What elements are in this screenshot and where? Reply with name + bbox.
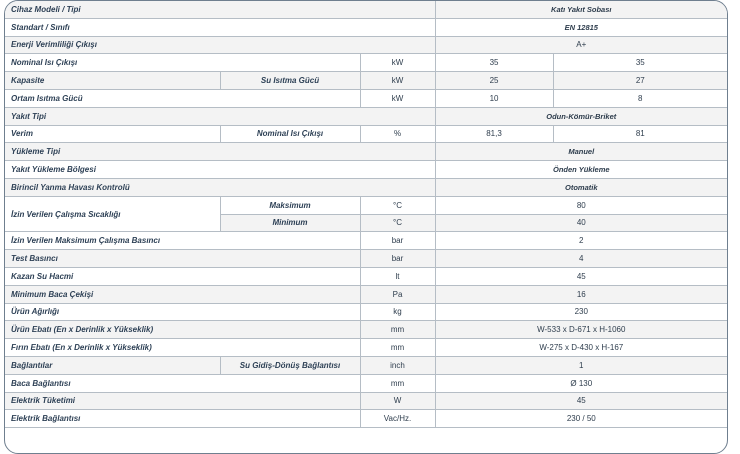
table-row	[5, 232, 727, 250]
row-label: Fırın Ebatı (En x Derinlik x Yükseklik)	[5, 339, 360, 357]
row-value: 230 / 50	[435, 410, 727, 428]
row-unit: mm	[360, 339, 435, 357]
row-label: Kazan Su Hacmi	[5, 267, 360, 285]
row-value: Katı Yakıt Sobası	[435, 1, 727, 18]
row-value-2: 8	[553, 89, 727, 107]
row-label: Yükleme Tipi	[5, 143, 435, 161]
row-value-1: 25	[435, 72, 553, 90]
row-label: Yakıt Tipi	[5, 107, 435, 125]
table-row	[5, 36, 727, 54]
table-row	[5, 303, 727, 321]
row-label: Bağlantılar	[5, 356, 220, 374]
row-sublabel: Su Gidiş-Dönüş Bağlantısı	[220, 356, 360, 374]
row-unit: W	[360, 392, 435, 410]
row-unit: inch	[360, 356, 435, 374]
row-value: 45	[435, 392, 727, 410]
row-value: 16	[435, 285, 727, 303]
table-row	[5, 410, 727, 428]
row-label: Test Basıncı	[5, 250, 360, 268]
row-value: Otomatik	[435, 178, 727, 196]
table-row	[5, 143, 727, 161]
row-label: Standart / Sınıfı	[5, 18, 435, 36]
table-row	[5, 267, 727, 285]
row-unit: kg	[360, 303, 435, 321]
row-value: 45	[435, 267, 727, 285]
row-label: İzin Verilen Maksimum Çalışma Basıncı	[5, 232, 360, 250]
row-value: Manuel	[435, 143, 727, 161]
row-sublabel: Minimum	[220, 214, 360, 232]
table-row	[5, 285, 727, 303]
row-label: Elektrik Tüketimi	[5, 392, 360, 410]
row-unit: bar	[360, 250, 435, 268]
row-value: Önden Yükleme	[435, 161, 727, 179]
row-unit: kW	[360, 72, 435, 90]
row-value: EN 12815	[435, 18, 727, 36]
row-value-2: 35	[553, 54, 727, 72]
table-row	[5, 374, 727, 392]
row-label: Yakıt Yükleme Bölgesi	[5, 161, 435, 179]
row-unit: kW	[360, 54, 435, 72]
table-row	[5, 107, 727, 125]
table-row	[5, 321, 727, 339]
row-sublabel: Nominal Isı Çıkışı	[220, 125, 360, 143]
table-row	[5, 1, 727, 18]
row-sublabel: Maksimum	[220, 196, 360, 214]
table-row	[5, 89, 727, 107]
row-unit: lt	[360, 267, 435, 285]
row-label: Enerji Verimliliği Çıkışı	[5, 36, 435, 54]
row-value: Ø 130	[435, 374, 727, 392]
row-label: Baca Bağlantısı	[5, 374, 360, 392]
row-label: Ürün Ağırlığı	[5, 303, 360, 321]
row-value: 40	[435, 214, 727, 232]
table-row	[5, 250, 727, 268]
row-value: W-275 x D-430 x H-167	[435, 339, 727, 357]
row-value: 230	[435, 303, 727, 321]
row-value: A+	[435, 36, 727, 54]
row-value: Odun-Kömür-Briket	[435, 107, 727, 125]
row-unit: mm	[360, 321, 435, 339]
table-row	[5, 392, 727, 410]
row-unit: mm	[360, 374, 435, 392]
row-label: Cihaz Modeli / Tipi	[5, 1, 435, 18]
table-row	[5, 196, 727, 214]
row-value: 4	[435, 250, 727, 268]
row-value-1: 35	[435, 54, 553, 72]
row-value-2: 81	[553, 125, 727, 143]
row-value: 1	[435, 356, 727, 374]
row-value-1: 10	[435, 89, 553, 107]
row-value-1: 81,3	[435, 125, 553, 143]
table-row	[5, 72, 727, 90]
row-unit: °C	[360, 196, 435, 214]
row-label: Ürün Ebatı (En x Derinlik x Yükseklik)	[5, 321, 360, 339]
row-label: Birincil Yanma Havası Kontrolü	[5, 178, 435, 196]
row-unit: Pa	[360, 285, 435, 303]
spec-table	[5, 1, 727, 428]
row-unit: bar	[360, 232, 435, 250]
row-label: Kapasite	[5, 72, 220, 90]
row-label: Verim	[5, 125, 220, 143]
table-row	[5, 18, 727, 36]
row-unit: kW	[360, 89, 435, 107]
row-unit: Vac/Hz.	[360, 410, 435, 428]
row-value: 80	[435, 196, 727, 214]
row-label: Nominal Isı Çıkışı	[5, 54, 360, 72]
row-label: Minimum Baca Çekişi	[5, 285, 360, 303]
row-value-2: 27	[553, 72, 727, 90]
row-sublabel: Su Isıtma Gücü	[220, 72, 360, 90]
table-row	[5, 161, 727, 179]
spec-table-frame	[4, 0, 728, 454]
table-row	[5, 339, 727, 357]
row-unit: %	[360, 125, 435, 143]
row-label: Ortam Isıtma Gücü	[5, 89, 360, 107]
table-row	[5, 125, 727, 143]
row-label: İzin Verilen Çalışma Sıcaklığı	[5, 196, 220, 232]
table-row	[5, 178, 727, 196]
table-row	[5, 356, 727, 374]
row-label: Elektrik Bağlantısı	[5, 410, 360, 428]
table-row	[5, 54, 727, 72]
row-unit: °C	[360, 214, 435, 232]
row-value: W-533 x D-671 x H-1060	[435, 321, 727, 339]
row-value: 2	[435, 232, 727, 250]
